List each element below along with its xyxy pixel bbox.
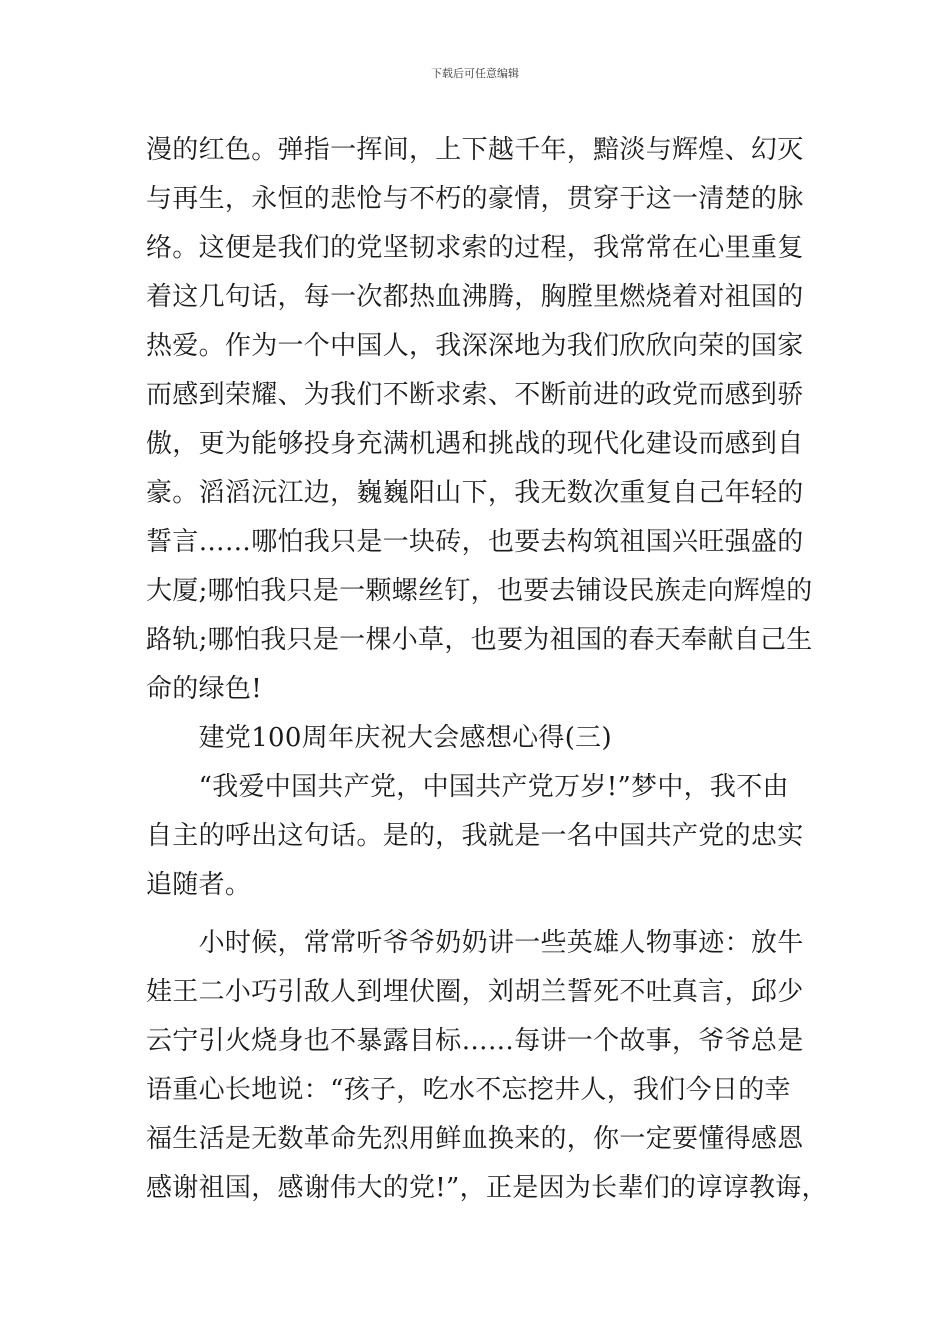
text-line: 豪。滔滔沅江边，巍巍阳山下，我无数次重复自己年轻的 [146, 478, 804, 508]
section-heading: 建党100周年庆祝大会感想心得(三) [146, 723, 612, 753]
text-line: 着这几句话，每一次都热血沸腾，胸膛里燃烧着对祖国的 [146, 282, 804, 312]
text-line: 娃王二小巧引敌人到埋伏圈，刘胡兰誓死不吐真言，邱少 [146, 977, 804, 1007]
text-line: 而感到荣耀、为我们不断求索、不断前进的政党而感到骄 [146, 380, 804, 410]
text-line: 热爱。作为一个中国人，我深深地为我们欣欣向荣的国家 [146, 331, 804, 361]
page-header: 下载后可任意编辑 [431, 67, 519, 80]
text-line: 誓言……哪怕我只是一块砖，也要去构筑祖国兴旺强盛的 [146, 527, 804, 557]
text-line: 自主的呼出这句话。是的，我就是一名中国共产党的忠实 [146, 821, 804, 851]
text-line: 大厦;哪怕我只是一颗螺丝钉，也要去铺设民族走向辉煌的 [146, 576, 813, 606]
text-line: 傲，更为能够投身充满机遇和挑战的现代化建设而感到自 [146, 429, 804, 459]
text-line: 与再生，永恒的悲怆与不朽的豪情，贯穿于这一清楚的脉 [146, 184, 804, 214]
text-line: 命的绿色! [146, 674, 262, 704]
text-line: 小时候，常常听爷爷奶奶讲一些英雄人物事迹：放牛 [146, 928, 804, 958]
text-line: 感谢祖国，感谢伟大的党!”，正是因为长辈们的谆谆教诲， [146, 1173, 828, 1203]
text-line: 漫的红色。弹指一挥间，上下越千年，黯淡与辉煌、幻灭 [146, 135, 804, 165]
text-line: 语重心长地说：“孩子，吃水不忘挖井人，我们今日的幸 [146, 1075, 791, 1105]
text-line: 路轨;哪怕我只是一棵小草，也要为祖国的春天奉献自己生 [146, 625, 813, 655]
text-line: 福生活是无数革命先烈用鲜血换来的，你一定要懂得感恩 [146, 1124, 804, 1154]
document-body [146, 132, 836, 1219]
text-line: 追随者。 [146, 870, 252, 900]
text-line: 云宁引火烧身也不暴露目标……每讲一个故事，爷爷总是 [146, 1026, 804, 1056]
text-line: 络。这便是我们的党坚韧求索的过程，我常常在心里重复 [146, 233, 804, 263]
text-line: “我爱中国共产党，中国共产党万岁!”梦中，我不由 [146, 772, 789, 802]
